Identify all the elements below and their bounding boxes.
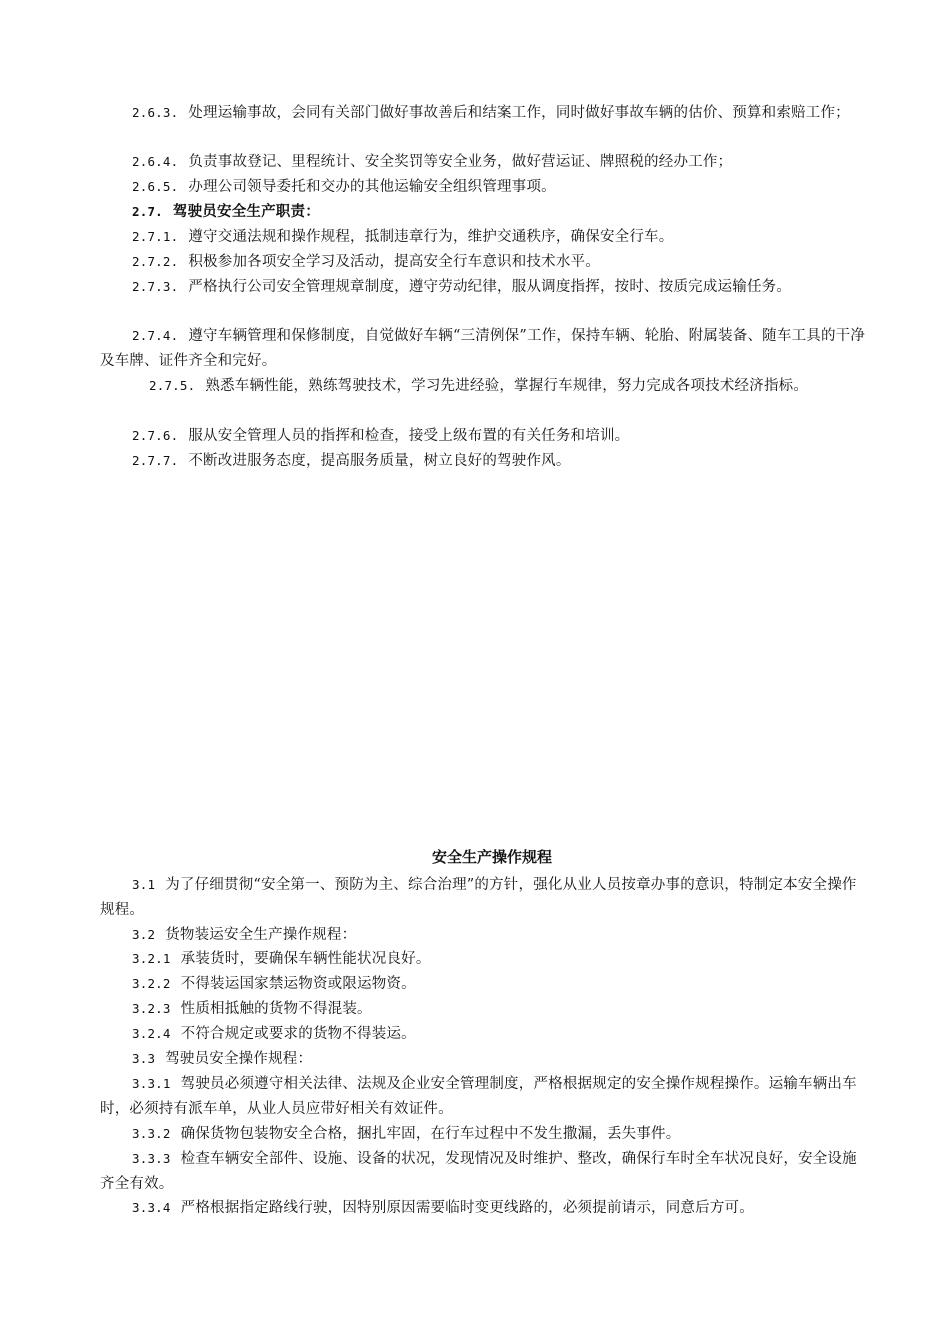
clause-2-7-6: 2.7.6. 服从安全管理人员的指挥和检查，接受上级布置的有关任务和培训。 [132,428,630,444]
clause-3-3-4: 3.3.4 严格根据指定路线行驶，因特别原因需要临时变更线路的，必须提前请示，同意后方可。 [132,1200,754,1216]
clause-2-6-3: 2.6.3. 处理运输事故，会同有关部门做好事故善后和结案工作，同时做好事故车辆的估价、预算和索赔工作； [132,105,850,121]
clause-3-3-3: 3.3.3 检查车辆安全部件、设施、设备的状况，发现情况及时维护、整改，确保行车时全车状况良好，安全设施齐全有效。 [100,1151,857,1192]
clause-3-2-4: 3.2.4 不符合规定或要求的货物不得装运。 [132,1026,416,1042]
section-title: 安全生产操作规程 [431,848,552,866]
clause-2-7-7: 2.7.7. 不断改进服务态度，提高服务质量，树立良好的驾驶作风。 [132,453,571,469]
clause-3-3: 3.3 驾驶员安全操作规程： [132,1051,313,1067]
clause-3-1: 3.1 为了仔细贯彻“安全第一、预防为主、综合治理”的方针，强化从业人员按章办事的意识，特制定本安全操作规程。 [100,877,857,918]
clause-3-2: 3.2 货物装运安全生产操作规程： [132,927,357,943]
clause-2-7-heading: 2.7. 驾驶员安全生产职责： [132,203,320,220]
clause-3-3-2: 3.3.2 确保货物包装物安全合格，捆扎牢固，在行车过程中不发生撒漏，丢失事件。 [132,1126,681,1142]
clause-3-2-3: 3.2.3 性质相抵触的货物不得混装。 [132,1001,372,1017]
clause-3-3-1: 3.3.1 驾驶员必须遵守相关法律、法规及企业安全管理制度，严格根据规定的安全操作规程操作。运输车辆出车时，必须持有派车单，从业人员应带好相关有效证件。 [100,1076,857,1117]
clause-2-6-5: 2.6.5. 办理公司领导委托和交办的其他运输安全组织管理事项。 [132,179,556,195]
clause-2-7-1: 2.7.1. 遵守交通法规和操作规程，抵制违章行为，维护交通秩序，确保安全行车。 [132,229,674,245]
clause-3-2-1: 3.2.1 承装货时，要确保车辆性能状况良好。 [132,951,431,967]
clause-2-7-3: 2.7.3. 严格执行公司安全管理规章制度，遵守劳动纪律，服从调度指挥，按时、按质完成运输任务。 [132,279,792,295]
clause-3-2-2: 3.2.2 不得装运国家禁运物资或限运物资。 [132,976,416,992]
clause-2-7-2: 2.7.2. 积极参加各项安全学习及活动，提高安全行车意识和技术水平。 [132,254,600,270]
clause-2-6-4: 2.6.4. 负责事故登记、里程统计、安全奖罚等安全业务，做好营运证、牌照税的经办工作； [132,154,733,170]
clause-2-7-5: 2.7.5. 熟悉车辆性能，熟练驾驶技术，学习先进经验，掌握行车规律，努力完成各项技术经济指标。 [149,378,809,394]
clause-2-7-4: 2.7.4. 遵守车辆管理和保修制度，自觉做好车辆“三清例保”工作，保持车辆、轮胎、附属装备、随车工具的干净及车牌、证件齐全和完好。 [100,328,866,369]
